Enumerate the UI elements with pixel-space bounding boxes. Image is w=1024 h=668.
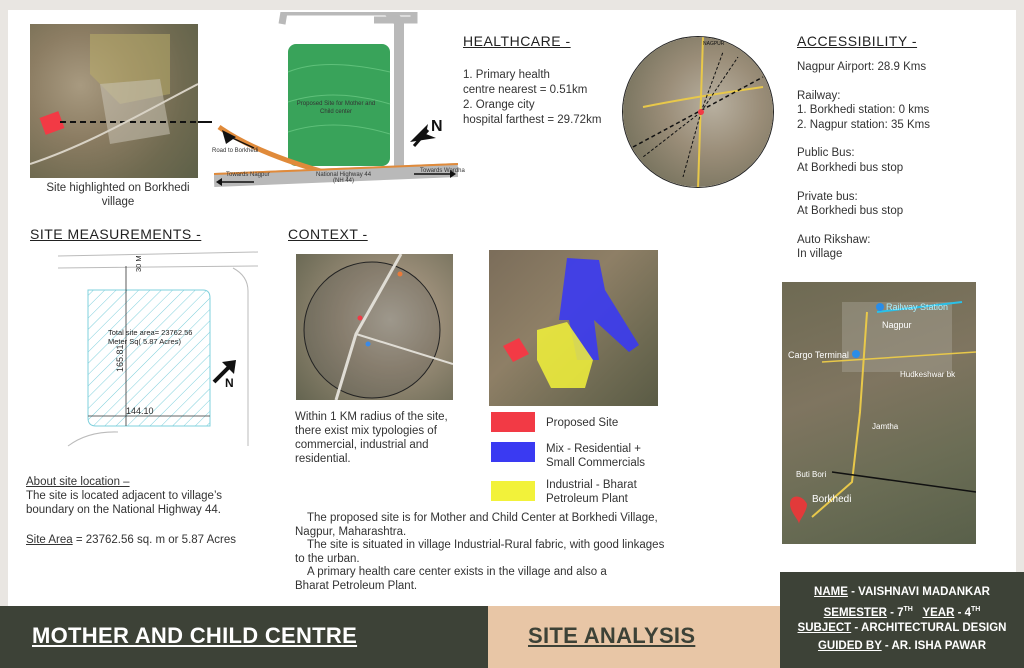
meas-area-label — [108, 328, 192, 346]
accessibility-text — [797, 60, 930, 262]
legend-label-proposed — [546, 416, 618, 430]
one-km-radius — [304, 262, 440, 398]
highway-label — [316, 172, 371, 184]
meas-area-line2: Meter Sq( 5.87 Acres) — [108, 337, 181, 346]
legend-industrial-line1: Industrial - Bharat — [546, 479, 637, 491]
about-section — [26, 475, 236, 547]
footer-left-panel — [0, 606, 488, 668]
healthcare-radius-map — [622, 36, 774, 188]
summary-p3a: A primary health care center exists in the village and also a — [307, 566, 607, 579]
about-line1: The site is located adjacent to village’s — [26, 490, 223, 502]
healthcare-line4: hospital farthest = 29.72km — [463, 114, 602, 126]
title-block — [0, 586, 1024, 668]
rm-nagpur — [882, 320, 912, 330]
meas-road-bottom — [68, 432, 118, 446]
meas-road-right — [233, 268, 248, 446]
road-borkhedi-label — [212, 148, 258, 154]
info-guided-key: GUIDED BY — [817, 640, 882, 652]
borkhedi-pin — [790, 497, 807, 525]
context-heading — [288, 226, 368, 242]
site-photo-overlay — [30, 24, 198, 178]
context-description — [295, 410, 448, 466]
context-radius-overlay — [296, 254, 453, 400]
rm-borkhedi-text: Borkhedi — [812, 494, 852, 505]
legend-swatch-residential — [491, 442, 535, 462]
info-name-val: - VAISHNAVI MADANKAR — [847, 586, 990, 598]
acc-private-bus: At Borkhedi bus stop — [797, 205, 904, 218]
context-heading-text: CONTEXT - — [288, 226, 368, 242]
ctx-desc1: Within 1 KM radius of the site, — [295, 411, 448, 423]
rm-butibori — [796, 470, 826, 479]
legend-proposed-text: Proposed Site — [546, 417, 619, 429]
info-year-val: - 4 — [954, 606, 972, 619]
highway-code-text: (NH 44) — [333, 178, 355, 184]
project-title-text: MOTHER AND CHILD CENTRE — [32, 623, 358, 648]
rm-hudkeshwar — [900, 370, 955, 379]
site-area-key: Site Area — [26, 534, 73, 546]
info-semester-key: SEMESTER — [823, 606, 887, 619]
regional-link — [832, 472, 976, 492]
info-subject-key: SUBJECT — [797, 622, 852, 634]
cargo-terminal-marker — [852, 350, 860, 358]
rm-cargo-text: Cargo Terminal — [788, 350, 849, 360]
ctx-marker-1 — [358, 316, 363, 321]
rm-railway-station — [886, 302, 948, 312]
project-title — [32, 623, 357, 649]
ctx-desc4: residential. — [295, 453, 351, 465]
acc-railway-title: Railway: — [797, 89, 841, 102]
towards-wardha-text: Towards Wardha — [420, 168, 465, 174]
legend-residential-line1: Mix - Residential + — [546, 443, 641, 455]
healthcare-text — [463, 68, 601, 128]
hc-road-1 — [643, 87, 763, 107]
acc-airport: Nagpur Airport: 28.9 Kms — [797, 61, 927, 73]
sheet-title-text: SITE ANALYSIS — [528, 623, 696, 648]
acc-auto-title: Auto Rikshaw: — [797, 233, 871, 246]
hc-map-label — [703, 41, 724, 47]
plan-north-letter-text: N — [431, 118, 443, 135]
rm-cargo — [788, 350, 849, 360]
ctx-desc2: there exist mix typologies of — [295, 425, 437, 437]
rm-butibori-text: Buti Bori — [796, 470, 827, 479]
site-satellite-photo — [30, 24, 198, 178]
acc-railway1: 1. Borkhedi station: 0 kms — [797, 104, 930, 117]
legend-residential-line2: Small Commercials — [546, 457, 646, 469]
meas-dim-bottom — [126, 406, 154, 416]
site-leader-dash — [198, 121, 212, 123]
acc-auto: In village — [797, 248, 843, 261]
highway-text: National Highway 44 — [316, 172, 372, 178]
info-year-key: YEAR — [922, 606, 955, 619]
healthcare-heading-text: HEALTHCARE - — [463, 33, 571, 49]
site-area-line — [26, 533, 236, 547]
rm-jamtha — [872, 422, 898, 431]
accessibility-heading-text: ACCESSIBILITY - — [797, 33, 918, 49]
rm-hudkeshwar-text: Hudkeshwar bk — [900, 370, 956, 379]
meas-dim-bottom-text: 144.10 — [126, 406, 154, 416]
landuse-proposed — [503, 338, 529, 362]
nagpur-urban-area — [842, 302, 952, 372]
info-year-sup: TH — [971, 606, 981, 613]
about-line2: boundary on the National Highway 44. — [26, 504, 221, 516]
summary-p2b: to the urban. — [295, 552, 360, 565]
legend-swatch-proposed — [491, 412, 535, 432]
hc-distance-lines — [643, 52, 738, 177]
plan-road-top — [282, 12, 414, 24]
meas-area-line1: Total site area= 23762.56 — [108, 328, 193, 337]
info-name — [780, 584, 1024, 600]
towards-nagpur-text: Towards Nagpur — [226, 172, 270, 178]
meas-dim-top-text: 30 M — [134, 255, 143, 272]
info-semester — [780, 602, 1024, 621]
healthcare-line3: 2. Orange city — [463, 99, 535, 111]
acc-railway2: 2. Nagpur station: 35 Kms — [797, 118, 930, 131]
road-borkhedi-text: Road to Borkhedi — [212, 148, 259, 154]
legend-industrial-line2: Petroleum Plant — [546, 493, 628, 505]
sheet-title — [528, 623, 695, 649]
meas-dim-side-text: 165.81 — [115, 344, 125, 372]
site-photo-caption — [30, 181, 206, 209]
context-landuse-map — [489, 250, 658, 406]
built-zone — [100, 79, 170, 144]
proposed-site-label-text: Proposed Site for Mother and Child center — [296, 101, 376, 115]
proposed-site-label — [296, 100, 376, 116]
meas-dim-side — [115, 344, 125, 372]
meas-north-letter — [225, 376, 234, 390]
rm-borkhedi — [812, 494, 851, 505]
healthcare-map-overlay — [623, 37, 774, 188]
healthcare-line2: centre nearest = 0.51km — [463, 84, 588, 96]
ctx-desc3: commercial, industrial and — [295, 439, 429, 451]
site-measurement-drawing — [58, 246, 258, 452]
measurements-heading — [30, 226, 201, 242]
regional-map — [782, 282, 976, 544]
ctx-marker-3 — [398, 272, 403, 277]
rm-jamtha-text: Jamtha — [872, 422, 899, 431]
legend-label-residential — [546, 442, 645, 470]
info-semester-sup: TH — [903, 606, 913, 613]
footer-info-panel — [780, 572, 1024, 668]
info-semester-val: - 7 — [886, 606, 904, 619]
legend-label-industrial — [546, 478, 637, 506]
acc-public-bus-title: Public Bus: — [797, 147, 855, 160]
footer-mid-panel — [488, 606, 780, 668]
summary-text — [295, 512, 664, 594]
landuse-overlay — [489, 250, 658, 406]
plan-road-east — [389, 12, 399, 177]
context-radius-map — [296, 254, 453, 400]
site-photo-caption-text: Site highlighted on Borkhedi village — [46, 182, 190, 208]
meas-dim-top — [134, 255, 143, 272]
hc-site-marker — [698, 109, 704, 115]
site-area-value: = 23762.56 sq. m or 5.87 Acres — [72, 534, 237, 546]
healthcare-line1: 1. Primary health — [463, 69, 550, 81]
meas-road-top — [58, 252, 258, 268]
summary-p1b: Nagpur, Maharashtra. — [295, 525, 407, 538]
info-subject — [780, 620, 1024, 636]
info-guided — [780, 638, 1024, 654]
plan-north-letter — [431, 118, 443, 136]
acc-private-bus-title: Private bus: — [797, 190, 858, 203]
rm-railway-station-text: Railway Station — [886, 302, 949, 312]
measurements-heading-text: SITE MEASUREMENTS - — [30, 226, 202, 242]
summary-p1a: The proposed site is for Mother and Child Center at Borkhedi Village, — [307, 512, 658, 524]
towards-wardha-label — [420, 168, 465, 174]
acc-public-bus: At Borkhedi bus stop — [797, 161, 904, 174]
meas-north-letter-text: N — [225, 376, 234, 390]
summary-p3b: Bharat Petroleum Plant. — [295, 579, 418, 592]
summary-p2a: The site is situated in village Industrial-Rural fabric, with good linkages — [307, 539, 665, 552]
info-guided-val: - AR. ISHA PAWAR — [881, 640, 987, 652]
healthcare-heading — [463, 33, 571, 49]
rm-nagpur-text: Nagpur — [882, 320, 912, 330]
hc-map-label-text: NAGPUR — [703, 41, 725, 47]
about-heading: About site location – — [26, 476, 130, 488]
accessibility-heading — [797, 33, 917, 49]
info-subject-val: - ARCHITECTURAL DESIGN — [851, 622, 1007, 634]
ctx-marker-2 — [366, 342, 371, 347]
legend-swatch-industrial — [491, 481, 535, 501]
towards-nagpur-label — [226, 172, 270, 178]
railway-station-marker — [876, 303, 884, 311]
info-name-key: NAME — [814, 586, 848, 598]
